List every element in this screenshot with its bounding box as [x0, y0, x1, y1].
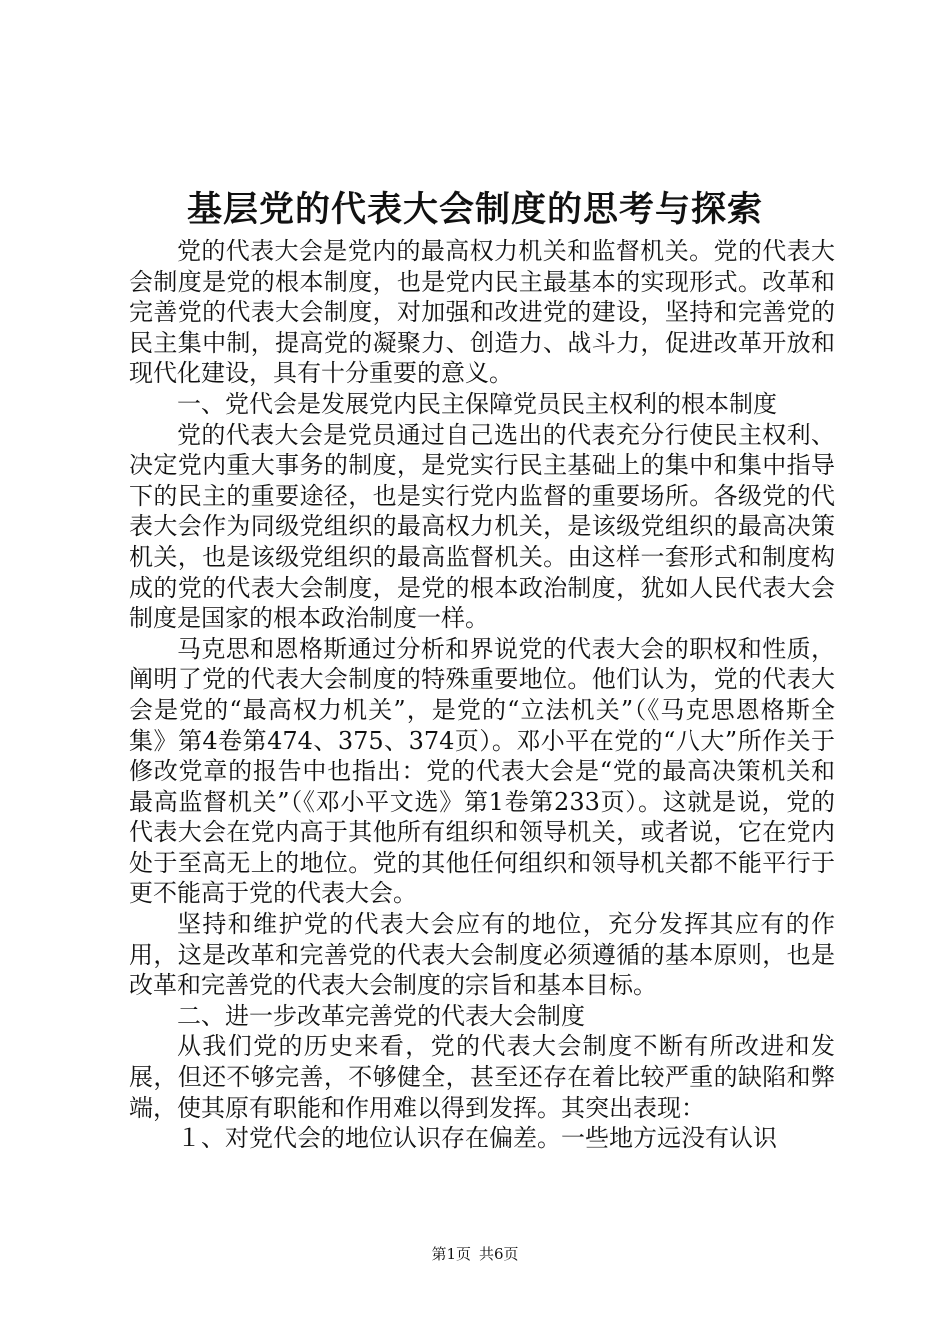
paragraph-intro: 党的代表大会是党内的最高权力机关和监督机关。党的代表大会制度是党的根本制度，也是党内民主最基本的实现形式。改革和完善党的代表大会制度，对加强和改进党的建设，坚持和完善党的民主集中制，提高党的凝聚力、创造力、战斗力，促进改革开放和现代化建设，具有十分重要的意义。	[129, 237, 835, 388]
paragraph-item-1: １、对党代会的地位认识存在偏差。一些地方远没有认识	[177, 1124, 777, 1153]
section-heading-1: 一、党代会是发展党内民主保障党员民主权利的根本制度	[177, 389, 777, 418]
document-body	[129, 236, 835, 1154]
paragraph-history: 从我们党的历史来看，党的代表大会制度不断有所改进和发展，但还不够完善，不够健全，甚至还存在着比较严重的缺陷和弊端，使其原有职能和作用难以得到发挥。其突出表现：	[129, 1032, 835, 1122]
page-number: 第1页	[431, 1245, 471, 1263]
paragraph-marx-engels: 马克思和恩格斯通过分析和界说党的代表大会的职权和性质，阐明了党的代表大会制度的特殊重要地位。他们认为，党的代表大会是党的“最高权力机关”，是党的“立法机关”（《马克思恩格斯全集》第4卷第474、375、374页）。邓小平在党的“八大”所作关于修改党章的报告中也指出：党的代表大会是“党的最高决策机关和最高监督机关”（《邓小平文选》第1卷第233页）。这就是说，党的代表大会在党内高于其他所有组织和领导机关，或者说，它在党内处于至高无上的地位。党的其他任何组织和领导机关都不能平行于更不能高于党的代表大会。	[129, 634, 835, 908]
page-total: 共6页	[479, 1245, 519, 1263]
paragraph-definition: 党的代表大会是党员通过自己选出的代表充分行使民主权利、决定党内重大事务的制度，是党实行民主基础上的集中和集中指导下的民主的重要途径，也是实行党内监督的重要场所。各级党的代表大会作为同级党组织的最高权力机关，是该级党组织的最高决策机关，也是该级党组织的最高监督机关。由这样一套形式和制度构成的党的代表大会制度，是党的根本政治制度，犹如人民代表大会制度是国家的根本政治制度一样。	[129, 420, 835, 633]
document-title: 基层党的代表大会制度的思考与探索	[186, 189, 763, 230]
section-heading-2: 二、进一步改革完善党的代表大会制度	[177, 1001, 585, 1030]
paragraph-principle: 坚持和维护党的代表大会应有的地位，充分发挥其应有的作用，这是改革和完善党的代表大会制度必须遵循的基本原则，也是改革和完善党的代表大会制度的宗旨和基本目标。	[129, 910, 835, 1000]
page-footer	[0, 1244, 950, 1264]
